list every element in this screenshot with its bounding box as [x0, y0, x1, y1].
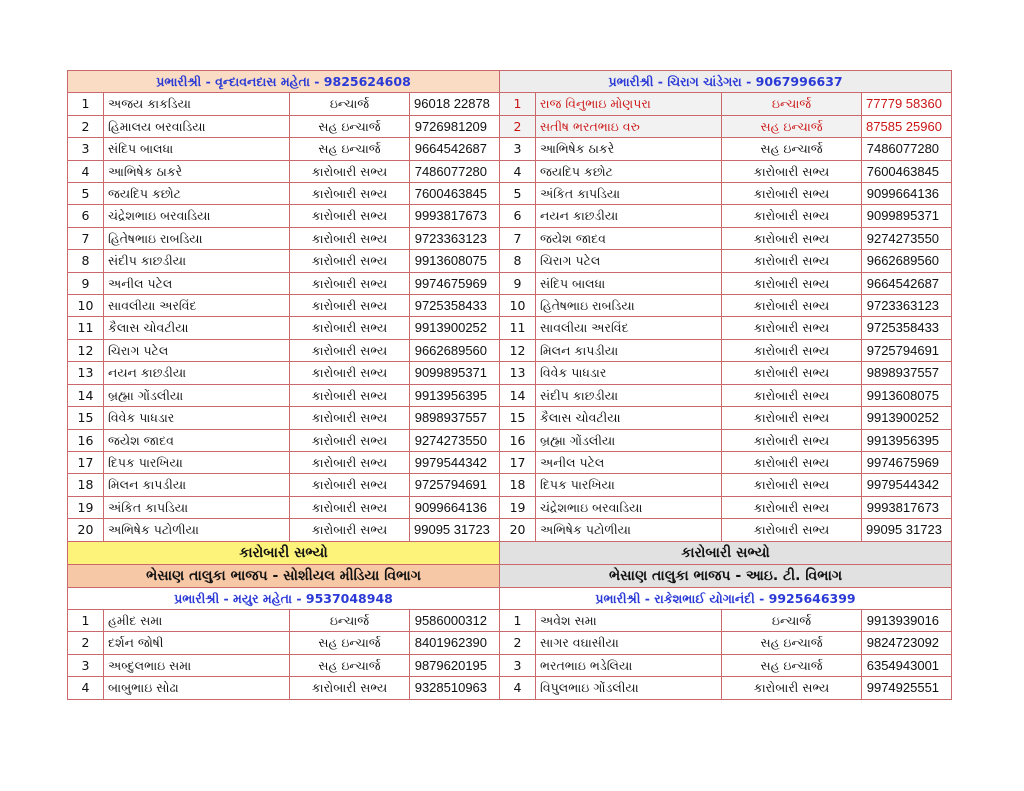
left-num-cell: 9 [68, 272, 104, 294]
right-num-cell: 2 [500, 632, 536, 654]
left-phone-cell: 9328510963 [410, 677, 500, 699]
left-phone-cell: 7600463845 [410, 183, 500, 205]
right-name-cell: સંદિપ બાલધા [536, 272, 722, 294]
left-num-cell: 20 [68, 519, 104, 541]
right-name-cell: સતીષ ભરતભાઇ વરુ [536, 115, 722, 137]
left-phone-cell: 9725794691 [410, 474, 500, 496]
right-phone-cell: 9664542687 [862, 272, 952, 294]
right-num-cell: 7 [500, 227, 536, 249]
right-num-cell: 6 [500, 205, 536, 227]
left-role-cell: કારોબારી સભ્ય [290, 339, 410, 361]
right-name-cell: રાજ વિનુભાઇ મોણપરા [536, 93, 722, 115]
right-phone-cell: 9913608075 [862, 384, 952, 406]
left-name-cell: નયન કાછડીયા [104, 362, 290, 384]
right-phone-cell: 9725794691 [862, 339, 952, 361]
right-num-cell: 15 [500, 407, 536, 429]
table-row [68, 250, 952, 272]
right-role-cell: કારોબારી સભ્ય [722, 272, 862, 294]
left-num-cell: 19 [68, 496, 104, 518]
left-name-cell: સંદીપ કાછડીયા [104, 250, 290, 272]
right-members-banner: કારોબારી સભ્યો [500, 541, 952, 564]
left-phone-cell: 9913900252 [410, 317, 500, 339]
right-role-cell: ઇન્ચાર્જ [722, 609, 862, 631]
right-num-cell: 16 [500, 429, 536, 451]
right-num-cell: 3 [500, 654, 536, 676]
left-phone-cell: 9664542687 [410, 138, 500, 160]
right-phone-cell: 9974675969 [862, 451, 952, 473]
left-phone-cell: 9993817673 [410, 205, 500, 227]
right-phone-cell: 9913956395 [862, 429, 952, 451]
left-num-cell: 1 [68, 93, 104, 115]
right-name-cell: નયન કાછડીયા [536, 205, 722, 227]
left-phone-cell: 9979544342 [410, 451, 500, 473]
right-phone-cell: 7600463845 [862, 160, 952, 182]
right-phone-cell: 6354943001 [862, 654, 952, 676]
right-role-cell: ઇન્ચાર્જ [722, 93, 862, 115]
left-num-cell: 5 [68, 183, 104, 205]
right-phone-cell: 9099895371 [862, 205, 952, 227]
left-num-cell: 2 [68, 632, 104, 654]
left-name-cell: આભિષેક ઠાકરે [104, 160, 290, 182]
right-name-cell: ભરતભાઇ ભડેલિયા [536, 654, 722, 676]
left-phone-cell: 9099895371 [410, 362, 500, 384]
right-num-cell: 1 [500, 93, 536, 115]
right-num-cell: 3 [500, 138, 536, 160]
left-phone-cell: 9898937557 [410, 407, 500, 429]
right-num-cell: 5 [500, 183, 536, 205]
right-num-cell: 11 [500, 317, 536, 339]
right-phone-cell: 9913939016 [862, 609, 952, 631]
right-section-banner: ભેસાણ તાલુકા ભાજપ - આઇ. ટી. વિભાગ [500, 564, 952, 587]
left-phone-cell: 9723363123 [410, 227, 500, 249]
bottom-header-row [68, 587, 952, 609]
left-phone-cell: 7486077280 [410, 160, 500, 182]
bottom-left-header: પ્રભારીશ્રી - મયુર મહેતા - 9537048948 [68, 587, 500, 609]
left-name-cell: અનીલ પટેલ [104, 272, 290, 294]
table-row [68, 138, 952, 160]
top-right-header: પ્રભારીશ્રી - ચિરાગ ચાંડેગરા - 9067996637 [500, 71, 952, 93]
table-row [68, 654, 952, 676]
right-role-cell: કારોબારી સભ્ય [722, 205, 862, 227]
left-name-cell: વિવેક પાધડાર [104, 407, 290, 429]
right-phone-cell: 7486077280 [862, 138, 952, 160]
left-name-cell: મિલન કાપડીયા [104, 474, 290, 496]
left-num-cell: 8 [68, 250, 104, 272]
member-sheet [67, 70, 951, 700]
left-role-cell: સહ ઇન્ચાર્જ [290, 654, 410, 676]
left-num-cell: 13 [68, 362, 104, 384]
right-name-cell: અભિષેક પટોળીયા [536, 519, 722, 541]
right-role-cell: કારોબારી સભ્ય [722, 317, 862, 339]
table-row [68, 93, 952, 115]
right-name-cell: બ્રહ્મા ગોંડલીયા [536, 429, 722, 451]
top-left-header: પ્રભારીશ્રી - વૃન્દાવનદાસ મહેતા - 9825624608 [68, 71, 500, 93]
right-num-cell: 14 [500, 384, 536, 406]
left-section-banner: ભેસાણ તાલુકા ભાજપ - સોશીયલ મીડિયા વિભાગ [68, 564, 500, 587]
left-name-cell: જયદિપ કછોટ [104, 183, 290, 205]
left-num-cell: 3 [68, 138, 104, 160]
right-name-cell: સાવલીયા અરવિંદ [536, 317, 722, 339]
right-num-cell: 12 [500, 339, 536, 361]
left-name-cell: અભિષેક પટોળીયા [104, 519, 290, 541]
right-name-cell: આભિષેક ઠાકરે [536, 138, 722, 160]
left-members-banner: કારોબારી સભ્યો [68, 541, 500, 564]
left-name-cell: દિપક પારખિયા [104, 451, 290, 473]
left-name-cell: ચંદ્રેશભાઇ બરવાડિયા [104, 205, 290, 227]
right-phone-cell: 9974925551 [862, 677, 952, 699]
right-role-cell: કારોબારી સભ્ય [722, 362, 862, 384]
left-role-cell: કારોબારી સભ્ય [290, 160, 410, 182]
right-num-cell: 4 [500, 160, 536, 182]
right-num-cell: 20 [500, 519, 536, 541]
table-row [68, 272, 952, 294]
table-row [68, 632, 952, 654]
left-role-cell: કારોબારી સભ્ય [290, 205, 410, 227]
members-table [67, 70, 952, 700]
left-role-cell: કારોબારી સભ્ય [290, 183, 410, 205]
left-num-cell: 4 [68, 677, 104, 699]
left-role-cell: સહ ઇન્ચાર્જ [290, 115, 410, 137]
table-row [68, 677, 952, 699]
left-role-cell: કારોબારી સભ્ય [290, 317, 410, 339]
left-phone-cell: 9913608075 [410, 250, 500, 272]
right-name-cell: વિવેક પાધડાર [536, 362, 722, 384]
table-row [68, 429, 952, 451]
right-phone-cell: 77779 58360 [862, 93, 952, 115]
left-phone-cell: 96018 22878 [410, 93, 500, 115]
left-role-cell: કારોબારી સભ્ય [290, 429, 410, 451]
right-role-cell: સહ ઇન્ચાર્જ [722, 115, 862, 137]
left-phone-cell: 9974675969 [410, 272, 500, 294]
right-name-cell: વિપુલભાઇ ગોંડલીયા [536, 677, 722, 699]
left-phone-cell: 9274273550 [410, 429, 500, 451]
left-num-cell: 11 [68, 317, 104, 339]
left-role-cell: કારોબારી સભ્ય [290, 227, 410, 249]
table-row [68, 609, 952, 631]
table-row [68, 451, 952, 473]
right-name-cell: દિપક પારખિયા [536, 474, 722, 496]
right-role-cell: કારોબારી સભ્ય [722, 474, 862, 496]
table-row [68, 205, 952, 227]
left-name-cell: સંદિપ બાલધા [104, 138, 290, 160]
left-role-cell: સહ ઇન્ચાર્જ [290, 632, 410, 654]
left-name-cell: દર્શન જોષી [104, 632, 290, 654]
right-phone-cell: 9913900252 [862, 407, 952, 429]
right-role-cell: કારોબારી સભ્ય [722, 250, 862, 272]
left-phone-cell: 9725358433 [410, 295, 500, 317]
left-phone-cell: 9726981209 [410, 115, 500, 137]
left-num-cell: 14 [68, 384, 104, 406]
table-row [68, 115, 952, 137]
right-num-cell: 13 [500, 362, 536, 384]
left-name-cell: બાબુભાઇ સોઢા [104, 677, 290, 699]
left-num-cell: 10 [68, 295, 104, 317]
right-num-cell: 8 [500, 250, 536, 272]
left-num-cell: 15 [68, 407, 104, 429]
right-num-cell: 19 [500, 496, 536, 518]
right-name-cell: સંદીપ કાછડીયા [536, 384, 722, 406]
right-num-cell: 9 [500, 272, 536, 294]
left-role-cell: કારોબારી સભ્ય [290, 407, 410, 429]
table-row [68, 227, 952, 249]
right-num-cell: 10 [500, 295, 536, 317]
left-num-cell: 3 [68, 654, 104, 676]
left-phone-cell: 9913956395 [410, 384, 500, 406]
left-name-cell: ચિરાગ પટેલ [104, 339, 290, 361]
right-role-cell: કારોબારી સભ્ય [722, 407, 862, 429]
right-role-cell: કારોબારી સભ્ય [722, 677, 862, 699]
right-num-cell: 4 [500, 677, 536, 699]
right-name-cell: જયદિપ કછોટ [536, 160, 722, 182]
left-phone-cell: 8401962390 [410, 632, 500, 654]
left-phone-cell: 99095 31723 [410, 519, 500, 541]
table-row [68, 384, 952, 406]
left-role-cell: કારોબારી સભ્ય [290, 384, 410, 406]
table-row [68, 474, 952, 496]
right-role-cell: કારોબારી સભ્ય [722, 160, 862, 182]
right-role-cell: કારોબારી સભ્ય [722, 295, 862, 317]
left-role-cell: સહ ઇન્ચાર્જ [290, 138, 410, 160]
left-name-cell: અબ્દુલભાઇ સમા [104, 654, 290, 676]
left-role-cell: કારોબારી સભ્ય [290, 519, 410, 541]
right-num-cell: 2 [500, 115, 536, 137]
members-banner-row [68, 541, 952, 564]
left-name-cell: બ્રહ્મા ગોંડલીયા [104, 384, 290, 406]
right-num-cell: 18 [500, 474, 536, 496]
table-row [68, 496, 952, 518]
left-phone-cell: 9099664136 [410, 496, 500, 518]
right-phone-cell: 87585 25960 [862, 115, 952, 137]
right-role-cell: કારોબારી સભ્ય [722, 519, 862, 541]
right-role-cell: સહ ઇન્ચાર્જ [722, 632, 862, 654]
table-row [68, 362, 952, 384]
left-role-cell: કારોબારી સભ્ય [290, 677, 410, 699]
left-role-cell: કારોબારી સભ્ય [290, 295, 410, 317]
right-phone-cell: 9824723092 [862, 632, 952, 654]
right-role-cell: કારોબારી સભ્ય [722, 451, 862, 473]
left-name-cell: હિમાલય બરવાડિયા [104, 115, 290, 137]
right-name-cell: કૈલાસ ચોવટીયા [536, 407, 722, 429]
left-name-cell: અંકિત કાપડિયા [104, 496, 290, 518]
right-role-cell: સહ ઇન્ચાર્જ [722, 138, 862, 160]
left-name-cell: અજય કાકડિયા [104, 93, 290, 115]
right-role-cell: કારોબારી સભ્ય [722, 384, 862, 406]
table-row [68, 183, 952, 205]
left-name-cell: કૈલાસ ચોવટીયા [104, 317, 290, 339]
right-phone-cell: 9725358433 [862, 317, 952, 339]
right-phone-cell: 99095 31723 [862, 519, 952, 541]
left-num-cell: 7 [68, 227, 104, 249]
left-num-cell: 12 [68, 339, 104, 361]
left-num-cell: 16 [68, 429, 104, 451]
right-phone-cell: 9993817673 [862, 496, 952, 518]
right-role-cell: કારોબારી સભ્ય [722, 183, 862, 205]
right-name-cell: મિલન કાપડીયા [536, 339, 722, 361]
top-header-row [68, 71, 952, 93]
left-num-cell: 17 [68, 451, 104, 473]
table-row [68, 317, 952, 339]
right-name-cell: સાગર વઘાસીયા [536, 632, 722, 654]
left-num-cell: 1 [68, 609, 104, 631]
left-role-cell: કારોબારી સભ્ય [290, 250, 410, 272]
left-num-cell: 4 [68, 160, 104, 182]
table-row [68, 407, 952, 429]
table-row [68, 519, 952, 541]
right-name-cell: અંકિત કાપડિયા [536, 183, 722, 205]
right-name-cell: ચિરાગ પટેલ [536, 250, 722, 272]
left-role-cell: કારોબારી સભ્ય [290, 362, 410, 384]
left-num-cell: 18 [68, 474, 104, 496]
right-phone-cell: 9274273550 [862, 227, 952, 249]
right-num-cell: 1 [500, 609, 536, 631]
left-name-cell: હમીદ સમા [104, 609, 290, 631]
right-name-cell: ચંદ્રેશભાઇ બરવાડિયા [536, 496, 722, 518]
left-role-cell: ઇન્ચાર્જ [290, 93, 410, 115]
table-row [68, 339, 952, 361]
right-name-cell: અનીલ પટેલ [536, 451, 722, 473]
left-role-cell: કારોબારી સભ્ય [290, 451, 410, 473]
right-role-cell: કારોબારી સભ્ય [722, 339, 862, 361]
right-role-cell: કારોબારી સભ્ય [722, 227, 862, 249]
left-role-cell: કારોબારી સભ્ય [290, 496, 410, 518]
left-role-cell: કારોબારી સભ્ય [290, 474, 410, 496]
right-phone-cell: 9979544342 [862, 474, 952, 496]
left-name-cell: સાવલીયા અરવિંદ [104, 295, 290, 317]
right-role-cell: કારોબારી સભ્ય [722, 496, 862, 518]
bottom-right-header: પ્રભારીશ્રી - રાકેશભાઈ યોગાનંદી - 9925646399 [500, 587, 952, 609]
table-row [68, 160, 952, 182]
right-role-cell: કારોબારી સભ્ય [722, 429, 862, 451]
left-phone-cell: 9662689560 [410, 339, 500, 361]
left-phone-cell: 9879620195 [410, 654, 500, 676]
left-num-cell: 2 [68, 115, 104, 137]
right-name-cell: જયેશ જાદવ [536, 227, 722, 249]
left-phone-cell: 9586000312 [410, 609, 500, 631]
right-phone-cell: 9662689560 [862, 250, 952, 272]
right-phone-cell: 9723363123 [862, 295, 952, 317]
right-role-cell: સહ ઇન્ચાર્જ [722, 654, 862, 676]
right-num-cell: 17 [500, 451, 536, 473]
right-phone-cell: 9099664136 [862, 183, 952, 205]
right-name-cell: અવેશ સમા [536, 609, 722, 631]
left-name-cell: જયેશ જાદવ [104, 429, 290, 451]
right-phone-cell: 9898937557 [862, 362, 952, 384]
left-role-cell: ઇન્ચાર્જ [290, 609, 410, 631]
left-role-cell: કારોબારી સભ્ય [290, 272, 410, 294]
left-name-cell: હિતેષભાઇ રાબડિયા [104, 227, 290, 249]
left-num-cell: 6 [68, 205, 104, 227]
table-row [68, 295, 952, 317]
right-name-cell: હિતેષભાઇ રાબડિયા [536, 295, 722, 317]
section-banner-row [68, 564, 952, 587]
